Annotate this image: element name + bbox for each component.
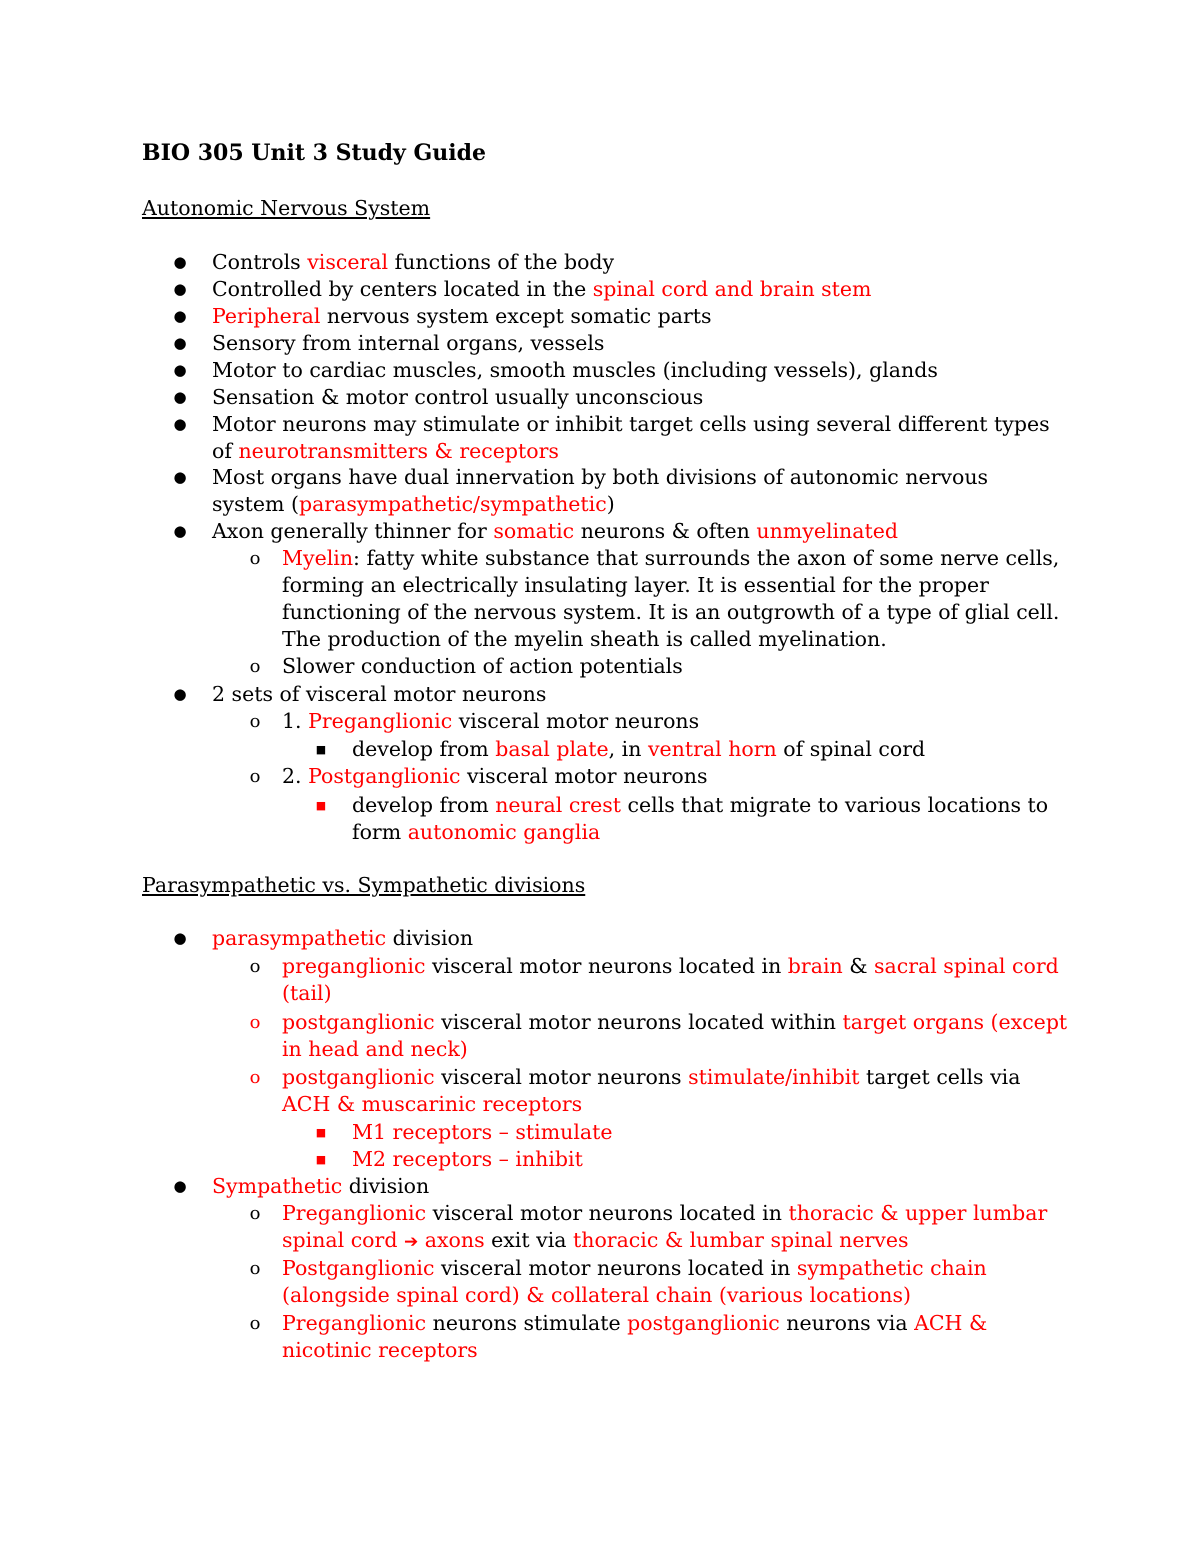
sub-bullet-icon: o — [249, 1203, 261, 1224]
list-item: 2. Postganglionic visceral motor neurons — [282, 764, 708, 788]
bullet-icon: ● — [173, 522, 187, 540]
sub-bullet-icon: o — [249, 956, 261, 977]
list-item: develop from basal plate, in ventral horn of spinal cord — [352, 737, 926, 761]
bullet-icon: ● — [173, 415, 187, 433]
list-item: M2 receptors – inhibit — [352, 1147, 583, 1171]
document-title: BIO 305 Unit 3 Study Guide — [142, 140, 487, 166]
square-bullet-icon: ■ — [315, 1153, 327, 1166]
list-item: Slower conduction of action potentials — [282, 654, 683, 678]
list-item: M1 receptors – stimulate — [352, 1120, 613, 1144]
list-item: parasympathetic division — [212, 926, 474, 950]
sub-bullet-icon: o — [249, 1012, 261, 1033]
list-item: Motor to cardiac muscles, smooth muscles (including vessels), glands — [212, 358, 938, 382]
list-item: Peripheral nervous system except somatic parts — [212, 304, 712, 328]
list-item: Preganglionic visceral motor neurons located in thoracic & upper lumbar spinal cord ➔ axons exit via thoracic & lumbar spinal nerves — [282, 1201, 1048, 1252]
list-item: Controls visceral functions of the body — [212, 250, 615, 274]
list-item: 2 sets of visceral motor neurons — [212, 682, 547, 706]
square-bullet-icon: ■ — [315, 799, 327, 812]
sub-bullet-icon: o — [249, 766, 261, 787]
bullet-icon: ● — [173, 929, 187, 947]
list-item: Motor neurons may stimulate or inhibit target cells using several different types of neurotransmitters & receptors — [212, 412, 1050, 463]
list-item: Axon generally thinner for somatic neurons & often unmyelinated — [212, 519, 898, 543]
list-item: 1. Preganglionic visceral motor neurons — [282, 709, 700, 733]
list-item: Preganglionic neurons stimulate postganglionic neurons via ACH & nicotinic receptors — [282, 1311, 988, 1362]
bullet-icon: ● — [173, 1177, 187, 1195]
bullet-icon: ● — [173, 253, 187, 271]
bullet-icon: ● — [173, 361, 187, 379]
sub-bullet-icon: o — [249, 548, 261, 569]
list-item: Sensory from internal organs, vessels — [212, 331, 605, 355]
list-item: develop from neural crest cells that migrate to various locations to form autonomic ganglia — [352, 793, 1049, 844]
bullet-icon: ● — [173, 388, 187, 406]
list-item: Sensation & motor control usually unconscious — [212, 385, 704, 409]
square-bullet-icon: ■ — [315, 1126, 327, 1139]
sub-bullet-icon: o — [249, 1067, 261, 1088]
bullet-icon: ● — [173, 280, 187, 298]
bullet-icon: ● — [173, 468, 187, 486]
section-heading-divisions: Parasympathetic vs. Sympathetic divisions — [142, 873, 586, 897]
list-item: Controlled by centers located in the spinal cord and brain stem — [212, 277, 872, 301]
sub-bullet-icon: o — [249, 656, 261, 677]
bullet-icon: ● — [173, 334, 187, 352]
bullet-icon: ● — [173, 685, 187, 703]
sub-bullet-icon: o — [249, 1313, 261, 1334]
list-item: postganglionic visceral motor neurons stimulate/inhibit target cells via ACH & muscarinic receptors — [282, 1065, 1021, 1116]
list-item: postganglionic visceral motor neurons located within target organs (except in head and neck) — [282, 1010, 1068, 1061]
square-bullet-icon: ■ — [315, 743, 327, 756]
section-heading-autonomic: Autonomic Nervous System — [142, 196, 431, 220]
list-item: Sympathetic division — [212, 1174, 430, 1198]
list-item: preganglionic visceral motor neurons located in brain & sacral spinal cord (tail) — [282, 954, 1059, 1005]
bullet-icon: ● — [173, 307, 187, 325]
list-item: Myelin: fatty white substance that surrounds the axon of some nerve cells, forming an electrically insulating layer. It is essential for the proper functioning of the nervous system. It is an outgrowth of a type of glial cell. The production of the myelin sheath is called myelination. — [282, 546, 1060, 651]
arrow-right-icon: ➔ — [403, 1232, 419, 1252]
sub-bullet-icon: o — [249, 1258, 261, 1279]
list-item: Postganglionic visceral motor neurons located in sympathetic chain (alongside spinal cord) & collateral chain (various locations) — [282, 1256, 987, 1307]
sub-bullet-icon: o — [249, 711, 261, 732]
list-item: Most organs have dual innervation by both divisions of autonomic nervous system (parasympathetic/sympathetic) — [212, 465, 989, 516]
